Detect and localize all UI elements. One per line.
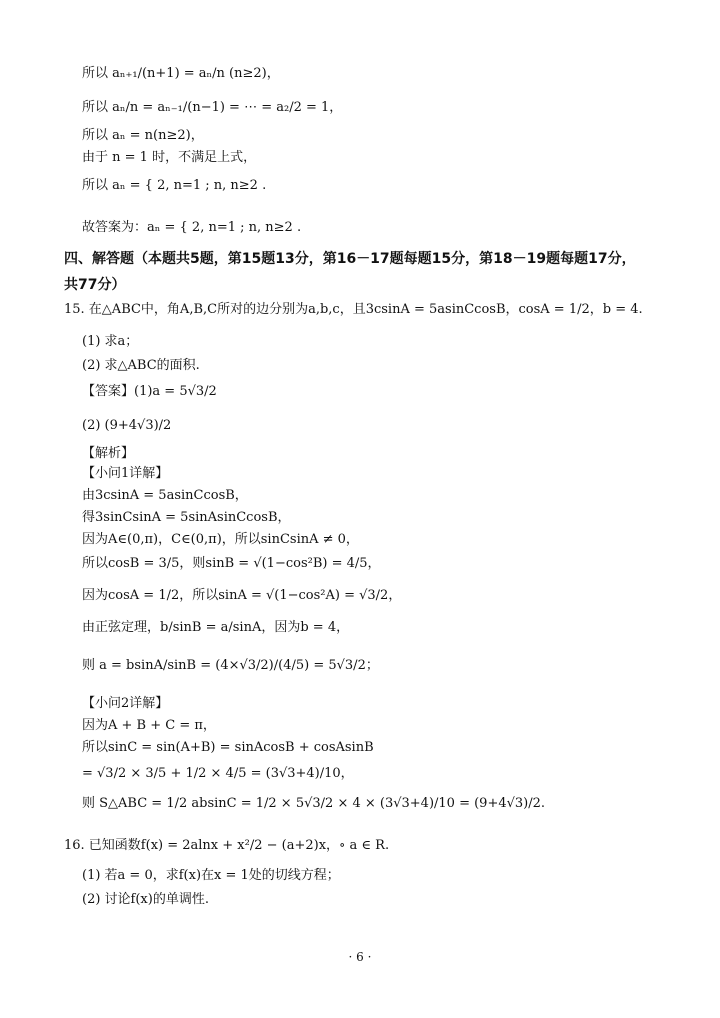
text-line: 所以sinC = sin(A+B) = sinAcosB + cosAsinB (82, 740, 374, 755)
question-15-part-2: (2) 求△ABC的面积. (82, 358, 200, 373)
page-number: · 6 · (348, 950, 372, 964)
question-16-part-1: (1) 若a = 0，求f(x)在x = 1处的切线方程； (82, 868, 340, 883)
section-heading: 四、解答题（本题共5题，第15题13分，第16－17题每题15分，第18－19题每题17分，共77分） (64, 251, 636, 293)
text-line: 由正弦定理，b/sinB = a/sinA，因为b = 4， (82, 620, 350, 635)
text-line: 得3sinCsinA = 5sinAsinCcosB， (82, 510, 291, 525)
analysis-heading: 【解析】 (82, 446, 135, 461)
text-line: 则 a = bsinA/sinB = (4×√3/2)/(4/5) = 5√3/2； (82, 658, 379, 673)
text-line: 因为A∈(0,π)，C∈(0,π)，所以sinCsinA ≠ 0， (82, 532, 359, 547)
subquestion-1-heading: 【小问1详解】 (82, 466, 169, 481)
text-line: 所以 aₙ = { 2, n=1 ; n, n≥2 . (82, 178, 267, 193)
answer-line-1: 【答案】(1)a = 5√3/2 (82, 384, 217, 399)
question-16: 16. 已知函数f(x) = 2alnx + x²/2 − (a+2)x，∘ a ∈ R. (64, 838, 390, 853)
question-15: 15. 在△ABC中，角A,B,C所对的边分别为a,b,c，且3csinA = 5asinCcosB，cosA = 1/2，b = 4. (64, 302, 643, 317)
question-16-part-2: (2) 讨论f(x)的单调性. (82, 892, 209, 907)
text-line: 则 S△ABC = 1/2 absinC = 1/2 × 5√3/2 × 4 × (3√3+4)/10 = (9+4√3)/2. (82, 796, 546, 811)
text-line: 所以 aₙ/n = aₙ₋₁/(n−1) = ⋯ = a₂/2 = 1， (82, 100, 343, 115)
text-line: 由于 n = 1 时，不满足上式， (82, 150, 257, 165)
text-line: 故答案为：aₙ = { 2, n=1 ; n, n≥2 . (82, 220, 302, 235)
text-line: 所以 aₙ₊₁/(n+1) = aₙ/n (n≥2)， (82, 66, 280, 81)
text-line: 由3csinA = 5asinCcosB， (82, 488, 248, 503)
question-15-part-1: (1) 求a； (82, 334, 139, 349)
text-line: 所以 aₙ = n(n≥2)， (82, 128, 204, 143)
text-line: = √3/2 × 3/5 + 1/2 × 4/5 = (3√3+4)/10， (82, 766, 354, 781)
answer-line-2: (2) (9+4√3)/2 (82, 418, 172, 433)
text-line: 所以cosB = 3/5，则sinB = √(1−cos²B) = 4/5， (82, 556, 381, 571)
text-line: 因为cosA = 1/2，所以sinA = √(1−cos²A) = √3/2， (82, 588, 402, 603)
subquestion-2-heading: 【小问2详解】 (82, 696, 169, 711)
text-line: 因为A + B + C = π， (82, 718, 216, 733)
